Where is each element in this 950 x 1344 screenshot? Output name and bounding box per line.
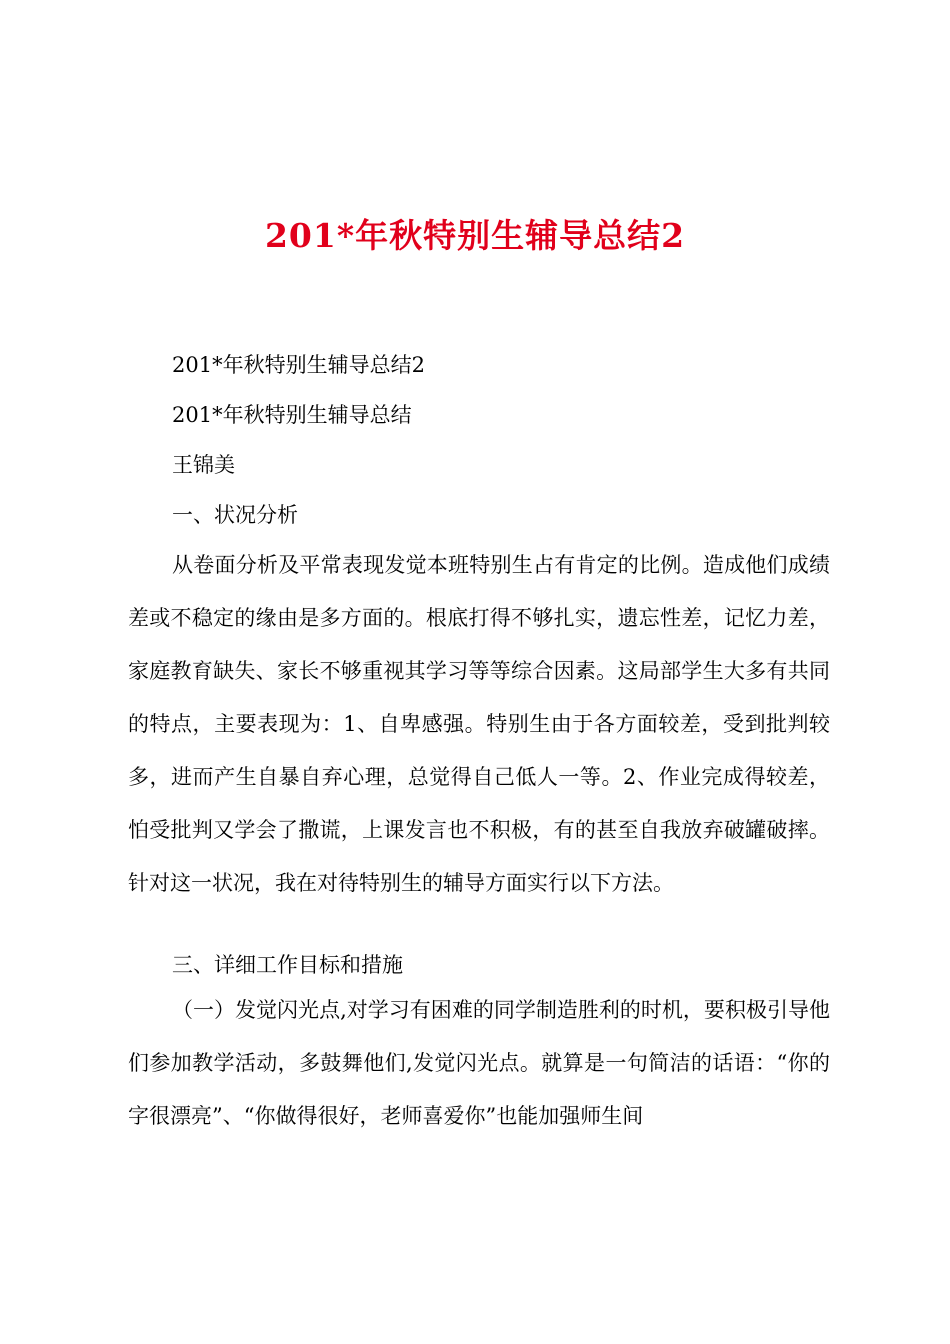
subtitle-line-2: 201*年秋特别生辅导总结 — [172, 403, 412, 427]
author-name: 王锦美 — [172, 453, 235, 477]
subtitle-line-1: 201*年秋特别生辅导总结2 — [172, 353, 425, 377]
document-title: 201*年秋特别生辅导总结2 — [264, 216, 686, 255]
paragraph-measure-1: （一）发觉闪光点,对学习有困难的同学制造胜利的时机，要积极引导他们参加教学活动，多鼓舞他们,发觉闪光点。就算是一句简洁的话语：“你的字很漂亮”、“你做得很好，老师喜爱你”也能加强师生间 — [128, 998, 830, 1128]
paragraph-analysis: 从卷面分析及平常表现发觉本班特别生占有肯定的比例。造成他们成绩差或不稳定的缘由是多方面的。根底打得不够扎实，遗忘性差，记忆力差，家庭教育缺失、家长不够重视其学习等等综合因素。这局部学生大多有共同的特点，主要表现为：1、自卑感强。特别生由于各方面较差，受到批判较多，进而产生自暴自弃心理，总觉得自己低人一等。2、作业完成得较差，怕受批判又学会了撒谎，上课发言也不积极，有的甚至自我放弃破罐破摔。针对这一状况，我在对待特别生的辅导方面实行以下方法。 — [128, 553, 830, 895]
section-heading-measures: 三、详细工作目标和措施 — [172, 953, 403, 977]
section-heading-analysis: 一、状况分析 — [172, 503, 298, 527]
